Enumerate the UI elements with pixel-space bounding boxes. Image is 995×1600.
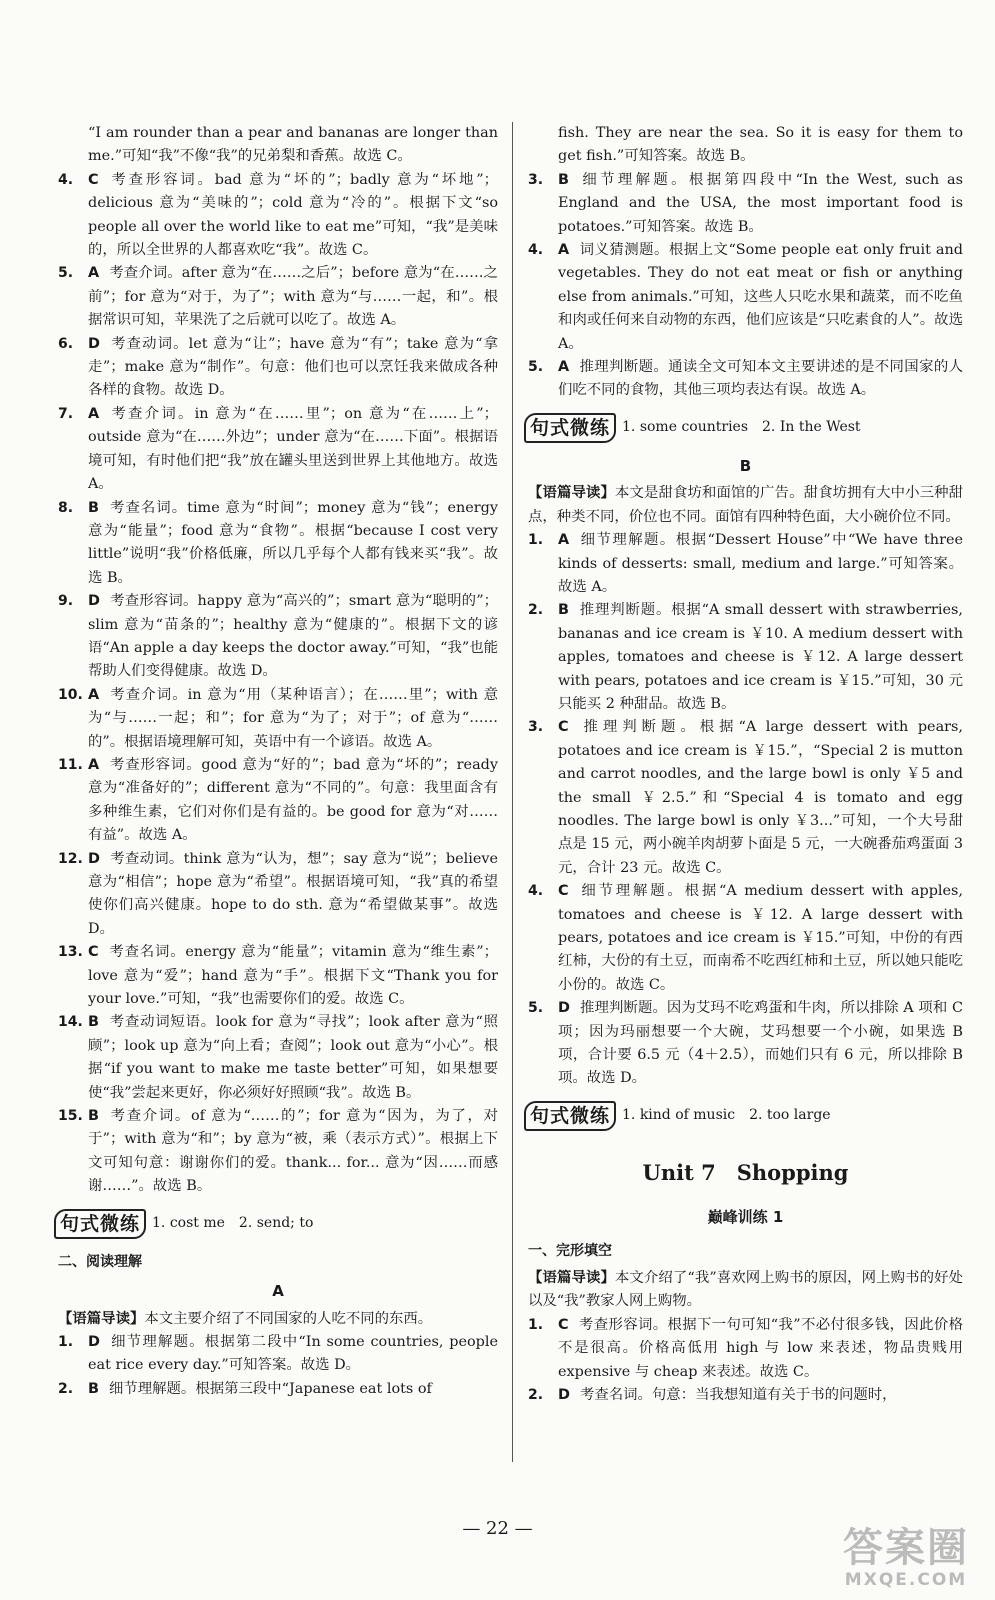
- item-number: 1.: [528, 532, 544, 549]
- page-number: — 22 —: [462, 1518, 533, 1539]
- item-answer: D: [558, 1000, 570, 1017]
- sentence-practice-answers: 1. some countries 2. In the West: [622, 419, 861, 436]
- item-explanation: 考查介词。in 意为“在……里”；on 意为“在……上”；outside 意为“在……外边”；under 意为“在……下面”。根据语境可知，有时他们把“我”放在罐头里送到世界上其他地方。故选 A。: [88, 405, 498, 493]
- passage-guide-c: [528, 1267, 963, 1314]
- sentence-practice-answers: 1. kind of music 2. too large: [622, 1107, 831, 1124]
- item-answer: A: [88, 265, 100, 282]
- item-number: 8.: [58, 499, 74, 516]
- item-answer: B: [88, 1108, 99, 1125]
- item-explanation: 考查介词。after 意为“在……之后”；before 意为“在……之前”；for 意为“对于，为了”；with 意为“与……一起，和”。根据常识可知，苹果洗了之后就可以吃了。故选 A。: [88, 265, 498, 329]
- passage-guide-b: [528, 482, 963, 529]
- item-number: 3.: [528, 171, 544, 188]
- item-number: 7.: [58, 405, 74, 422]
- item-explanation: 细节理解题。根据“Dessert House”中“We have three kinds of desserts: small, medium and large.”可知答案。故选 A。: [558, 532, 963, 595]
- passage-letter-a: A: [272, 1282, 284, 1301]
- guide-text: 本文主要介绍了不同国家的人吃不同的东西。: [144, 1310, 433, 1327]
- item-answer: C: [558, 1316, 569, 1333]
- answer-item: [58, 848, 498, 942]
- unit-title: Unit 7 Shopping: [642, 1159, 849, 1185]
- continued-text: fish. They are near the sea. So it is easy for them to get fish.”可知答案。故选 B。: [558, 125, 963, 165]
- exercise-title: 巅峰训练 1: [707, 1208, 784, 1227]
- watermark-logo: [831, 1525, 981, 1593]
- answer-list-c: [528, 1314, 963, 1408]
- answer-item: [58, 497, 498, 591]
- answer-item: [58, 169, 498, 263]
- item-answer: C: [88, 171, 99, 188]
- answer-item: [528, 356, 963, 403]
- answer-item: [528, 599, 963, 716]
- item-explanation: 考查介词。in 意为“用（某种语言）；在……里”；with 意为“与……一起；和”；for 意为“为了；对于”；of 意为“……的”。根据语境理解可知，英语中有一个谚语。故选 A。: [88, 686, 498, 750]
- item-number: 9.: [58, 593, 74, 610]
- item-answer: D: [88, 335, 100, 352]
- answer-item: [528, 880, 963, 997]
- item-explanation: 词义猜测题。根据上文“Some people eat only fruit and vegetables. They do not eat meat or fish or anything else from animals.”可知，这些人只吃水果和蔬菜，而不吃鱼和肉或任何来自动物的东西，他们应该是“只吃素食的人”。故选 A。: [558, 242, 963, 352]
- item-number: 4.: [58, 171, 74, 188]
- item-number: 2.: [528, 602, 544, 619]
- answer-list: [58, 169, 498, 1199]
- answer-item: [528, 169, 963, 239]
- item-answer: A: [88, 686, 100, 703]
- item-number: 4.: [528, 242, 544, 259]
- answer-item: [58, 590, 498, 684]
- item-explanation: 考查形容词。happy 意为“高兴的”；smart 意为“聪明的”；slim 意为“苗条的”；healthy 意为“健康的”。根据下文的谚语“An apple a day keeps the doctor away.”可知，“我”也能帮助人们变得健康。故选 D。: [88, 593, 498, 680]
- item-explanation: 细节理解题。根据第四段中“In the West, such as England and the USA, the most important food is potatoes.”可知答案。故选 B。: [558, 171, 963, 235]
- answer-list-b: [528, 529, 963, 1091]
- answer-item: [58, 684, 498, 754]
- answer-item: [58, 1011, 498, 1105]
- item-explanation: 细节理解题。根据第三段中“Japanese eat lots of: [108, 1380, 432, 1397]
- continued-text: “I am rounder than a pear and bananas are longer than me.”可知“我”不像“我”的兄弟梨和香蕉。故选 C。: [88, 125, 498, 165]
- item-answer: D: [88, 1333, 100, 1350]
- item-explanation: 考查形容词。根据下一句可知“我”不必付很多钱，因此价格不是很高。价格高低用 high 与 low 来表述，物品贵贱用 expensive 与 cheap 来表述。故选 C。: [558, 1316, 963, 1380]
- answer-item: [528, 529, 963, 599]
- answer-item: [528, 239, 963, 356]
- item-explanation: 细节理解题。根据“A medium dessert with apples, tomatoes and cheese is ￥12. A large dessert with pears, potatoes and ice cream is ￥15.”可知，中份的有西红柿，大份的有土豆，而南希不吃西红柿和土豆，所以她只能吃小份的。故选 C。: [558, 883, 963, 993]
- answer-item: [58, 754, 498, 848]
- right-column: [528, 122, 963, 1408]
- item-explanation: 考查名词。句意：当我想知道有关于书的问题时，: [579, 1387, 897, 1404]
- item-explanation: 推理判断题。通读全文可知本文主要讲述的是不同国家的人们吃不同的食物，其他三项均表达有误。故选 A。: [558, 359, 963, 399]
- item-explanation: 考查形容词。bad 意为“坏的”；badly 意为“坏地”；delicious 意为“美味的”；cold 意为“冷的”。根据下文“so people all over the world like to eat me”可知，“我”是美味的，所以全世界的人都喜欢吃“我”。故选 C。: [88, 171, 498, 259]
- item-number: 4.: [528, 883, 544, 900]
- item-number: 6.: [58, 335, 74, 352]
- item-answer: B: [88, 1380, 99, 1397]
- guide-text: 本文介绍了“我”喜欢网上购书的原因，网上购书的好处以及“我”教家人网上购物。: [528, 1270, 963, 1310]
- item-number: 11.: [58, 756, 83, 773]
- item-explanation: 推理判断题。根据“A small dessert with strawberries, bananas and ice cream is ￥10. A medium dessert with apples, tomatoes and cheese is ￥12. A large dessert with pears, potatoes and ice cream is ￥15.”可知，30 元只能买 2 种甜品。故选 B。: [558, 602, 963, 712]
- item-answer: A: [88, 405, 100, 422]
- item-answer: B: [88, 499, 99, 516]
- sentence-practice: [54, 1209, 498, 1239]
- passage-letter-b: B: [739, 456, 752, 475]
- item-number: 1.: [528, 1316, 544, 1333]
- item-answer: D: [88, 850, 100, 867]
- guide-label: 【语篇导读】: [528, 485, 616, 502]
- item-number: 12.: [58, 850, 83, 867]
- answer-list-a: [58, 1331, 498, 1401]
- item-explanation: 考查名词。energy 意为“能量”；vitamin 意为“维生素”；love 意为“爱”；hand 意为“手”。根据下文“Thank you for your love.”可知，“我”也需要你们的爱。故选 C。: [88, 944, 498, 1008]
- column-divider: [512, 122, 513, 1462]
- item-answer: A: [558, 359, 570, 376]
- guide-label: 【语篇导读】: [58, 1310, 145, 1327]
- item-explanation: 考查形容词。good 意为“好的”；bad 意为“坏的”；ready 意为“准备好的”；different 意为“不同的”。句意：我里面含有多种维生素，它们对你们是有益的。be good for 意为“对……有益”。故选 A。: [88, 756, 498, 844]
- answer-item: [528, 1314, 963, 1384]
- item-explanation: 推理判断题。因为艾玛不吃鸡蛋和牛肉，所以排除 A 项和 C 项；因为玛丽想要一个大碗，艾玛想要一个小碗，如果选 B 项，合计要 6.5 元（4＋2.5），而她们只有 6 元，所以排除 B 项。故选 D。: [558, 1000, 963, 1087]
- guide-label: 【语篇导读】: [528, 1270, 615, 1287]
- passage-guide-a: [58, 1308, 498, 1331]
- item-number: 14.: [58, 1014, 83, 1031]
- guide-text: 本文是甜食坊和面馆的广告。甜食坊拥有大中小三种甜点，种类不同，价位也不同。面馆有四种特色面，大小碗价位不同。: [528, 485, 963, 525]
- item-answer: C: [558, 883, 569, 900]
- answer-item: [58, 403, 498, 497]
- item-answer: B: [558, 171, 569, 188]
- item-answer: A: [88, 756, 100, 773]
- sentence-practice-label: 句式微练: [524, 413, 616, 443]
- item-explanation: 考查动词。let 意为“让”；have 意为“有”；take 意为“拿走”；make 意为“制作”。句意：他们也可以烹饪我来做成各种各样的食物。故选 D。: [88, 335, 498, 399]
- item-number: 1.: [58, 1333, 74, 1350]
- answer-item: [528, 1384, 963, 1407]
- answer-item: [58, 1378, 498, 1401]
- sentence-practice-answers: 1. cost me 2. send; to: [152, 1214, 314, 1231]
- answer-item: [58, 333, 498, 403]
- sentence-practice-label: 句式微练: [54, 1209, 146, 1239]
- item-number: 15.: [58, 1108, 83, 1125]
- item-number: 5.: [528, 1000, 544, 1017]
- item-explanation: 考查动词短语。look for 意为“寻找”；look after 意为“照顾”；look up 意为“向上看；查阅”；look out 意为“小心”。根据“if you want to make me taste better”可知，如果想要使“我”尝起来更好，你必须好好照顾“我”。故选 B。: [88, 1014, 498, 1101]
- item-explanation: 考查介词。of 意为“……的”；for 意为“因为，为了，对于”；with 意为“和”；by 意为“被，乘（表示方式）”。根据上下文可知句意：谢谢你们的爱。thank... for... 意为“因……而感谢……”。故选 B。: [88, 1108, 498, 1195]
- item-explanation: 细节理解题。根据第二段中“In some countries, people eat rice every day.”可知答案。故选 D。: [88, 1333, 498, 1374]
- item-answer: B: [88, 1014, 99, 1031]
- answer-item: [58, 941, 498, 1011]
- item-answer: B: [558, 602, 569, 619]
- item-number: 2.: [58, 1380, 74, 1397]
- item-number: 5.: [528, 359, 544, 376]
- sentence-practice: [524, 413, 963, 443]
- answer-item: [528, 997, 963, 1091]
- item-answer: D: [88, 593, 100, 610]
- item-number: 3.: [528, 719, 544, 736]
- section-heading-reading: 二、阅读理解: [58, 1253, 142, 1270]
- answer-item: [58, 1105, 498, 1199]
- watermark-url: MXQE.COM: [844, 1570, 968, 1590]
- sentence-practice: [524, 1101, 963, 1131]
- section-heading-cloze: 一、完形填空: [528, 1242, 612, 1259]
- item-number: 10.: [58, 686, 83, 703]
- item-explanation: 考查名词。time 意为“时间”；money 意为“钱”；energy 意为“能量”；food 意为“食物”。根据“because I cost very little”说明“我”价格低廉，所以几乎每个人都有钱来买“我”。故选 B。: [88, 499, 498, 586]
- item-answer: A: [558, 242, 570, 259]
- item-answer: C: [88, 944, 99, 961]
- item-number: 2.: [528, 1387, 544, 1404]
- item-number: 13.: [58, 944, 83, 961]
- sentence-practice-label: 句式微练: [524, 1101, 616, 1131]
- answer-item: [58, 1331, 498, 1378]
- item-answer: D: [558, 1387, 570, 1404]
- answer-list-a: [528, 169, 963, 403]
- item-answer: C: [558, 719, 569, 736]
- watermark-logo-text: 答案圈: [843, 1525, 969, 1571]
- item-explanation: 推理判断题。根据“A large dessert with pears, potatoes and ice cream is ￥15.”，“Special 2 is mutton and carrot noodles, and the large bowl is only ￥5 and the small ￥2.5.”和“Special 4 is tomato and egg noodles. The large bowl is only ￥3...”可知，一个大号甜点是 15 元，两小碗羊肉胡萝卜面是 5 元，一大碗番茄鸡蛋面 3 元，合计 23 元。故选 C。: [558, 719, 963, 876]
- left-column: [58, 122, 498, 1401]
- item-answer: A: [558, 532, 570, 549]
- answer-item: [58, 262, 498, 332]
- item-explanation: 考查动词。think 意为“认为，想”；say 意为“说”；believe 意为“相信”；hope 意为“希望”。根据语境可知，“我”真的希望使你们高兴健康。hope to do sth. 意为“希望做某事”。故选 D。: [88, 850, 498, 937]
- item-number: 5.: [58, 265, 74, 282]
- answer-item: [528, 716, 963, 880]
